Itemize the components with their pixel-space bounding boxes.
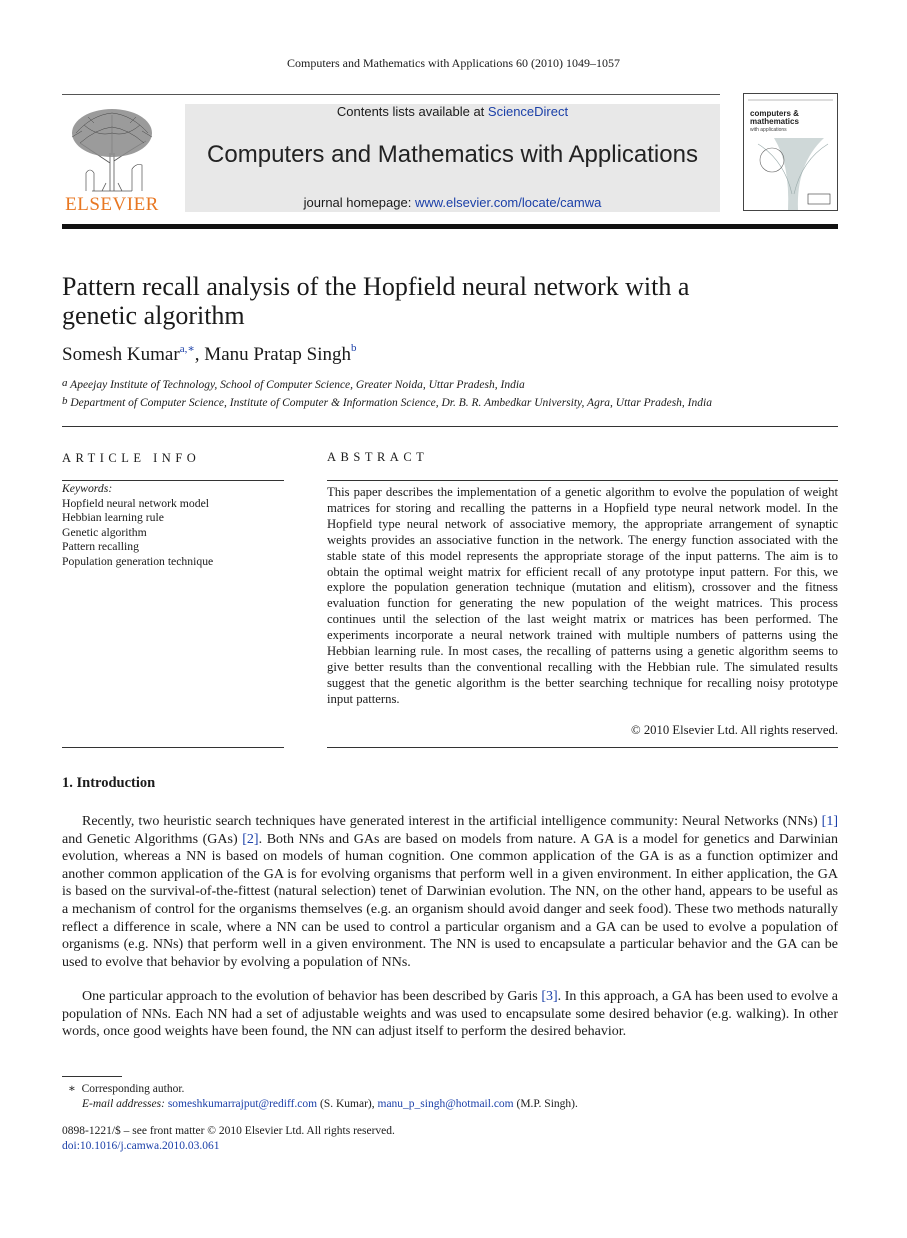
- contents-line: [185, 104, 720, 119]
- homepage-prefix: journal homepage:: [303, 195, 415, 210]
- author-1-marks[interactable]: a,∗: [179, 343, 195, 355]
- cover-publisher-mark: [808, 194, 830, 204]
- email-owner-2: (M.P. Singh).: [513, 1098, 578, 1110]
- corresponding-mark: ∗: [68, 1083, 76, 1095]
- intro-p1-text-c: . Both NNs and GAs are based on models from nature. A GA is a model for genetics and Darwinian evolution, whereas a NN is based on models of human cognition. One common application of the GA is as a function optimizer and another common application of the GA is for evolving organisms that perform well in a given environment. In either application, the GA is based on the survival-of-the-fittest (natural selection) tenet of Darwinian evolution. The NN, on the other hand, appears to be useful as a mechanism of control for the organisms themselves (e.g. an organism should avoid danger and seek food). These two methods naturally reflect a difference in scale, where a NN can be used to control a particular organism and a GA can be used to evolve a population of organisms (e.g. NNs) that perform well in a given environment. The NN is used to encapsulate a particular behavior and the GA can be used to evolve that behavior by evolving a population of NNs.: [62, 831, 838, 970]
- corresponding-author-note: [68, 1081, 184, 1095]
- corresponding-text: Corresponding author.: [81, 1083, 185, 1095]
- keywords-block: [62, 482, 284, 569]
- masthead-top-rule: [62, 94, 720, 95]
- reference-link-1[interactable]: [1]: [821, 814, 838, 829]
- keyword-item: Hebbian learning rule: [62, 511, 164, 524]
- abstract-rule: [327, 480, 838, 481]
- email-owner-1: (S. Kumar),: [317, 1098, 378, 1110]
- keyword-item: Population generation technique: [62, 554, 214, 568]
- contents-prefix: Contents lists available at: [336, 104, 488, 119]
- header-thick-rule: [62, 224, 838, 229]
- keyword-item: Hopfield neural network model: [62, 496, 210, 510]
- affiliation-b-text: Department of Computer Science, Institute of Computer & Information Science, Dr. B. R. Ambedkar University, Agra, Uttar Pradesh, India: [70, 397, 712, 409]
- keyword-item: Pattern recalling: [62, 540, 139, 553]
- abstract-text: This paper describes the implementation of a genetic algorithm to evolve the population of weight matrices for storing and recalling the patterns in a Hopfield type neural network model. In the Hopfield type neural network of associative memory, the appropriate arrangement of synaptic weights provides an associative function in the network. The energy function associated with the stable state of this model represents the appropriate storage of the input patterns. The aim is to obtain the optimal weight matrix for efficient recall of any prototype input pattern. For this, we explore the population generation technique (mutation and elitism), crossover and the fitness evaluation function for generating the new population of the weight matrices. This process continues until the selection of the last weight matrix or matrices has been performed. The experiments incorporate a neural network trained with multiple numbers of patterns using the Hebbian learning rule. In most cases, the recalling of patterns using a genetic algorithm seems to give better results than the conventional recalling with the Hebbian rule. The simulated results suggest that the genetic algorithm is the better searching technique for recalling noisy prototype input patterns.: [327, 485, 838, 706]
- affiliation-b: [62, 397, 712, 409]
- journal-homepage-link[interactable]: www.elsevier.com/locate/camwa: [414, 195, 602, 210]
- affiliation-a-mark: a: [62, 377, 68, 389]
- abstract-bottom-rule: [327, 747, 838, 748]
- journal-title: Computers and Mathematics with Applications: [207, 141, 698, 168]
- affiliation-a-text: Apeejay Institute of Technology, School of Computer Science, Greater Noida, Uttar Pradesh, India: [70, 379, 525, 391]
- keyword-item: Genetic algorithm: [62, 525, 147, 539]
- keywords-label: Keywords:: [62, 482, 113, 495]
- intro-p2-text-a: One particular approach to the evolution of behavior has been described by Garis: [82, 989, 542, 1004]
- introduction-heading: 1. Introduction: [62, 775, 156, 791]
- author-2-marks[interactable]: b: [351, 342, 357, 354]
- abstract-heading: ABSTRACT: [327, 450, 429, 464]
- elsevier-wordmark: ELSEVIER: [65, 194, 159, 215]
- article-info-bottom-rule: [62, 747, 284, 748]
- author-2[interactable]: Manu Pratap Singh: [204, 344, 352, 365]
- intro-p1-text-b: and Genetic Algorithms (GAs): [62, 831, 243, 847]
- abstract-copyright: © 2010 Elsevier Ltd. All rights reserved.: [631, 723, 838, 737]
- author-list: Somesh Kumar$^{a,∗}$, Manu Pratap Singh$^b$: [62, 342, 357, 365]
- sciencedirect-link[interactable]: ScienceDirect: [487, 104, 569, 119]
- email-note: [82, 1098, 578, 1110]
- intro-p1-text-a: Recently, two heuristic search techniques have generated interest in the artificial intelligence community: Neural Networks (NNs): [82, 814, 822, 829]
- front-matter-rule: [62, 426, 838, 427]
- reference-link-2[interactable]: [2]: [242, 831, 259, 847]
- intro-p2-text-b: . In this approach, a GA has been used to evolve a population of NNs. Each NN had a set of adjustable weights and was used to encapsulate some desired behavior (e.g. walking). In other words, once good weights have been found, the NN can adjust itself to perform the desired behavior.: [62, 989, 838, 1040]
- introduction-paragraph-1: [62, 813, 838, 971]
- author-1[interactable]: Somesh Kumar: [62, 344, 180, 365]
- journal-cover: [743, 93, 838, 211]
- footnote-rule: [62, 1076, 122, 1077]
- affiliation-b-mark: b: [62, 395, 68, 407]
- introduction-paragraph-2: [62, 988, 838, 1041]
- homepage-line: [185, 195, 720, 210]
- article-info-rule: [62, 480, 284, 481]
- email-link-2[interactable]: manu_p_singh@hotmail.com: [377, 1098, 514, 1110]
- affiliation-a: [62, 379, 525, 391]
- article-info-heading: ARTICLE INFO: [62, 451, 201, 465]
- email-label: E-mail addresses:: [82, 1098, 165, 1110]
- email-link-1[interactable]: someshkumarrajput@rediff.com: [167, 1098, 318, 1110]
- front-matter-note: 0898-1221/$ – see front matter © 2010 Elsevier Ltd. All rights reserved.: [62, 1125, 395, 1137]
- reference-link-3[interactable]: [3]: [541, 989, 558, 1004]
- paper-title: Pattern recall analysis of the Hopfield neural network with a genetic algorithm: [62, 272, 690, 330]
- doi-link[interactable]: doi:10.1016/j.camwa.2010.03.061: [62, 1140, 220, 1152]
- cover-title-line1: computers &: [750, 109, 799, 118]
- cover-title-line2: mathematics: [750, 117, 799, 126]
- running-head: Computers and Mathematics with Applications 60 (2010) 1049–1057: [287, 56, 620, 70]
- cover-title-line3: with applications: [750, 127, 787, 133]
